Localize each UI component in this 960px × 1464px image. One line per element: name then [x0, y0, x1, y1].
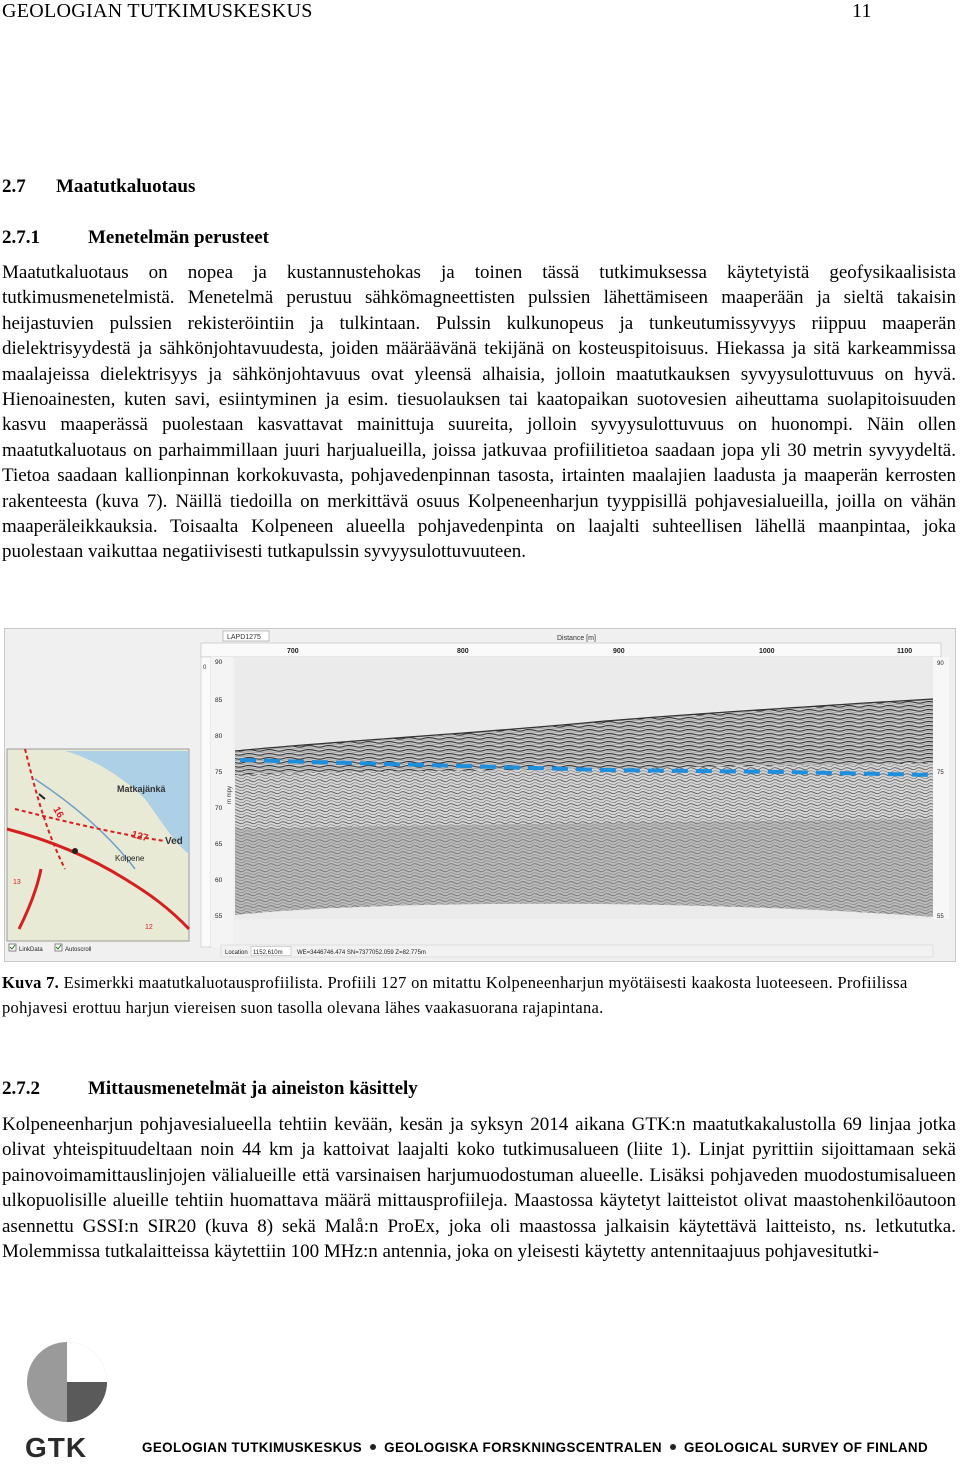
- caption-text: Esimerkki maatutkaluotausprofiilista. Profiili 127 on mitattu Kolpeneenharjun myötäisesti kaakosta luoteeseen. Profiilissa pohjavesi erottuu harjun viereisen suon tasolla olevana lähes vaakasuorana rajapintana.: [2, 973, 908, 1017]
- body-paragraph-1: [2, 260, 956, 565]
- distance-tick: 1000: [759, 648, 775, 655]
- elevation-tick: 90: [937, 661, 944, 667]
- elevation-tick: 75: [937, 770, 944, 776]
- elevation-tick: 85: [215, 697, 223, 704]
- map-small-label: 12: [145, 924, 153, 931]
- map-label: Kolpene: [115, 854, 145, 863]
- separator-dot: [370, 1444, 376, 1450]
- elevation-tick: 65: [215, 841, 223, 848]
- status-location-value: 1152.610m: [253, 950, 283, 956]
- header-title: GEOLOGIAN TUTKIMUSKESKUS: [2, 0, 313, 22]
- elevation-tick: 55: [937, 914, 944, 920]
- elevation-tick: 90: [215, 659, 223, 666]
- map-line-number: 127: [130, 829, 150, 845]
- distance-tick: 700: [287, 648, 299, 655]
- figure-caption: [2, 970, 952, 1020]
- org-name-sv: GEOLOGISKA FORSKNINGSCENTRALEN: [384, 1440, 662, 1455]
- status-location-label: Location: [225, 950, 248, 956]
- elevation-tick: 60: [215, 877, 223, 884]
- footer-organizations: [142, 1440, 928, 1455]
- checkbox-label: LinkData: [19, 947, 43, 953]
- section-heading-2-7: [2, 176, 195, 198]
- map-label: Matkajänkä: [117, 784, 166, 794]
- elevation-axis-label: m mpy: [227, 786, 233, 804]
- running-header: [2, 0, 872, 26]
- elevation-tick: 80: [215, 733, 223, 740]
- org-name-en: GEOLOGICAL SURVEY OF FINLAND: [683, 1440, 929, 1455]
- section-title: Mittausmenetelmät ja aineiston käsittely: [88, 1078, 418, 1099]
- map-label: Ved: [165, 836, 183, 847]
- inset-map: [7, 749, 189, 941]
- distance-tick: 900: [613, 648, 625, 655]
- elevation-tick: 70: [215, 805, 223, 812]
- gtk-logo-icon: [22, 1340, 112, 1430]
- section-heading-2-7-2: [2, 1078, 418, 1100]
- distance-tick: 1100: [897, 648, 913, 655]
- distance-axis-label: Distance [m]: [557, 635, 596, 642]
- gpr-figure-graphic: [5, 629, 955, 961]
- deep-zone: [235, 819, 933, 917]
- map-line-number: 16: [50, 805, 66, 821]
- right-scale: [933, 657, 949, 919]
- separator-dot: [670, 1444, 676, 1450]
- figure-gpr-profile: [4, 628, 956, 962]
- section-title: Maatutkaluotaus: [56, 176, 196, 197]
- map-small-label: 13: [13, 879, 21, 886]
- status-coordinates: WE=3446746.474 SN=7377052.059 Z=82.775m: [297, 950, 426, 956]
- caption-label: Kuva 7.: [2, 973, 60, 992]
- map-position-marker: [72, 848, 78, 854]
- org-name-fi: GEOLOGIAN TUTKIMUSKESKUS: [142, 1440, 363, 1455]
- section-number: 2.7.1: [2, 227, 40, 248]
- page-footer: [0, 1340, 960, 1463]
- left-scale-bar: [201, 657, 211, 947]
- window-tab-label: LAPD1275: [227, 634, 261, 641]
- section-number: 2.7.2: [2, 1078, 40, 1099]
- section-heading-2-7-1: [2, 227, 269, 249]
- page-number: 11: [852, 0, 872, 22]
- distance-tick: 800: [457, 648, 469, 655]
- section-number: 2.7: [2, 176, 26, 197]
- paragraph-text: Maatutkaluotaus on nopea ja kustannustehokas ja toinen tässä tutkimuksessa käytetyistä geofysikaalisista tutkimusmenetelmistä. Menetelmä perustuu sähkömagneettisten pulssien lähettämiseen maaperään ja sieltä takaisin heijastuvien pulssien rekisteröintiin ja tulkintaan. Pulssin kulkunopeus ja tunkeutumissyvyys riippuu maaperän dielektrisyydestä ja sähkönjohtavuudesta, joiden määräävänä tekijänä on kosteuspitoisuus. Hiekassa ja sitä karkeammissa maalajeissa dielektrisyys ja sähkönjohtavuus ovat yleensä alhaisia, jolloin maatutkauksen syvyysulottuvuus on hyvä. Hienoainesten, kuten savi, esiintyminen ja esim. tiesuolauksen tai kaatopaikan suotovesien aiheuttama suolapitoisuuden kasvu maaperässä puolestaan kasvattavat mainittuja suureita, jolloin syvyysulottuvuus on huonompi. Näin ollen maatutkaluotaus on parhaimmillaan juuri harjualueilla, joissa jatkuvaa profiilitietoa saadaan jopa yli 30 metrin syvyydeltä. Tietoa saadaan kallionpinnan korkokuvasta, pohjavedenpinnan tasosta, irtainten maalajien laadusta ja maaperän kerrosten rakenteesta (kuva 7). Näillä tiedoilla on merkittävä osuus Kolpeneenharjun tyyppisillä pohjavesialueilla, joilla on vähän maaperäleikkauksia. Toisaalta Kolpeneen alueella pohjavedenpinta on laajalti suhteellisen lähellä maanpintaa, joka puolestaan vaikuttaa negatiivisesti tutkapulssin syvyysulottuvuuteen.: [2, 262, 956, 563]
- elevation-tick: 75: [215, 769, 223, 776]
- elevation-tick: 55: [215, 913, 223, 920]
- gtk-logo-text: GTK: [25, 1432, 88, 1463]
- left-scale-zero: 0: [203, 665, 207, 671]
- body-paragraph-2: [2, 1112, 956, 1264]
- distance-axis-strip: [201, 643, 941, 657]
- paragraph-text: Kolpeneenharjun pohjavesialueella tehtiin kevään, kesän ja syksyn 2014 aikana GTK:n maatutkakalustolla 69 linjaa jotka olivat yhteispituudeltaan noin 44 km ja kattoivat laajalti koko tutkimusalueen (liite 1). Linjat pyrittiin sijoittamaan sekä painovoimamittauslinjojen välialueille että varsinaisen harjumuodostuman alueelle. Lisäksi pohjaveden muodostumisalueen ulkopuolisille alueille tehtiin huomattava määrä mittausprofiileja. Maastossa käytetyt laitteistot olivat maastohenkilöautoon asennettu GSSI:n SIR20 (kuva 8) sekä Malå:n ProEx, joka oli maastossa jalkaisin käytettävä laitteisto, ns. letkututka. Molemmissa tutkalaitteissa käytettiin 100 MHz:n antennia, joka on yleisesti käytetty antennitaajuus pohjavesitutki-: [2, 1114, 956, 1263]
- section-title: Menetelmän perusteet: [88, 227, 269, 248]
- checkbox-label: Autoscroll: [65, 947, 92, 953]
